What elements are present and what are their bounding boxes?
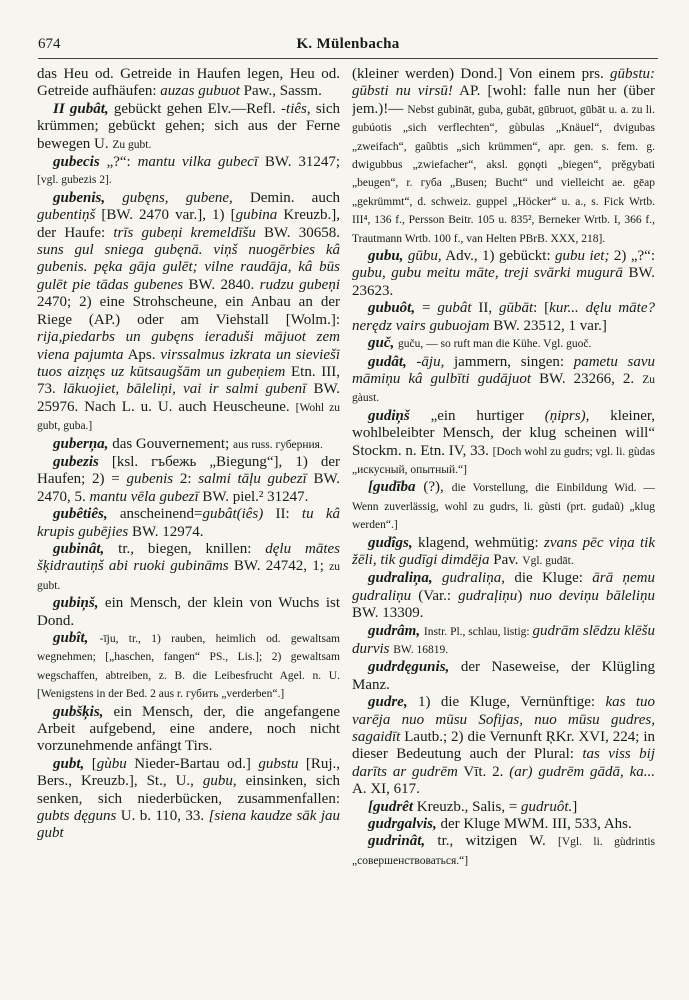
definition-text (433, 570, 442, 586)
definition-text: die Kluge: (504, 570, 593, 587)
definition-text: Paw., Sassm. (239, 83, 322, 100)
entry-text (352, 479, 655, 534)
example-text: kas tuo varēja nuo mūsu Sofijas, nuo mūsu gudres, sagaidīt (352, 694, 655, 746)
etymology-note: zu gubt. (37, 561, 340, 592)
dictionary-entry (352, 354, 655, 408)
dictionary-entry (37, 190, 340, 436)
headword: gudre, (368, 694, 408, 711)
dictionary-entry (352, 335, 655, 353)
definition-text: ] (572, 798, 578, 815)
dictionary-entry (352, 694, 655, 798)
example-text: suns gul sniega gubęnā. viņš nuogērbies kâ gubenis. pęka gāja gulēt; vilne raudāja, kâ būs gulēt pie tādas gubenes (37, 242, 340, 293)
definition-text: BW. 31247; (258, 154, 340, 171)
headword: gudiņš (368, 407, 410, 424)
headword: gudraliņa, (368, 570, 433, 587)
headword: gudrâm, (368, 622, 421, 639)
entry-text (37, 756, 340, 843)
example-text: nuo deviņu bāleliņu (529, 587, 655, 604)
etymology-note: die Vorstellung, die Einbildung Wid. — Wenn zuverlässig, wohl zu gudrs, li. gùsti (prt. gudaũ) „klug werden“.] (352, 482, 655, 532)
example-text: gubât(iês) (202, 506, 264, 523)
entry-text (352, 535, 655, 571)
dictionary-entry (352, 66, 655, 248)
definition-text: „?“: (99, 154, 138, 171)
headword: [gudība (368, 479, 416, 496)
definition-text: klagend, wehmütig: (412, 534, 545, 551)
example-text: gūbu, (407, 248, 442, 265)
entry-text (37, 541, 340, 595)
etymology-note: aus russ. губерния. (233, 438, 323, 451)
example-text: gùbu (96, 755, 127, 772)
dictionary-entry (37, 506, 340, 541)
headword: gubt, (53, 755, 85, 772)
definition-text: ) (517, 587, 530, 604)
example-text: auzas gubuot (160, 83, 240, 100)
definition-text: BW. piel.² 31247. (198, 488, 309, 505)
example-text: lākuojiet, bāleliņi, vai ir salmi gubenī (62, 381, 307, 398)
dictionary-entry (352, 535, 655, 571)
definition-text: Nieder-Bartau od.] (126, 755, 259, 772)
definition-text: Etn. III, 73. (37, 363, 340, 398)
example-text: gubât (437, 300, 472, 317)
etymology-note: Zu gàust. (352, 373, 655, 405)
example-text: (ar) gudrēm gādā, ka... (509, 763, 655, 780)
definition-text: das Gouvernement; (108, 435, 233, 452)
dictionary-entry (37, 454, 340, 506)
running-title: K. Mülenbacha (296, 36, 400, 52)
etymology-note: Vgl. gudāt. (522, 554, 574, 567)
definition-text: 2470; 2) eine Strohscheune, ein Anbau an der Riege (AP.) oder am Viehstall [Wolm.]: (37, 294, 340, 328)
definition-text: Adv., 1) gebückt: (441, 248, 556, 265)
etymology-note: [vgl. gubezis 2]. (37, 174, 112, 187)
dictionary-entry (352, 248, 655, 300)
headword: gubšķis, (53, 703, 104, 720)
definition-text: Pav. (489, 551, 523, 568)
definition-text: BW. 13309. (352, 605, 424, 622)
definition-text: anscheinend= (107, 506, 203, 523)
entry-text (352, 694, 655, 798)
etymology-note: [Vgl. li. gùdrintis „совершенствоваться.“] (352, 836, 655, 867)
definition-text: tr., biegen, knillen: (104, 540, 266, 557)
entry-text (37, 66, 340, 101)
definition-text: BW. 24742, 1; (228, 558, 330, 575)
dictionary-entry (37, 541, 340, 595)
definition-text: Demin. auch (232, 189, 340, 206)
definition-text: sich krümmen; gebückt gehen; sich aus der Ferne bewegen U. (37, 100, 340, 152)
example-text: (ņiprs), (544, 407, 590, 424)
example-text: mantu vilka gubecī (137, 154, 259, 171)
entry-text (37, 506, 340, 541)
definition-text: [ (84, 755, 97, 772)
example-text: [siena kaudze sāk jau gubt (37, 808, 340, 842)
example-text: pametu savu māmiņu kâ gulbīti gudājuot (352, 353, 655, 387)
headword: gubenis, (53, 189, 106, 206)
definition-text: BW. 23512, 1 var.] (489, 317, 607, 334)
example-text: gubentiņš (37, 207, 96, 224)
definition-text (407, 354, 417, 370)
headword: gubecis (53, 154, 100, 171)
etymology-note: Nebst gubināt, guba, gubāt, gūbruot, gūbāt u. a. zu li. gubúotis „sich verflechten“, gùbulas „Knäuel“, dvigubas „zweifach“, gaũbtis „sich krümmen“, apr. gen. s. fem. g. dwigubbus „zwiefacher“, aksl. gǫnǫti „biegen“, prěgybati „beugen“, r. губа „Busen; Bucht“ und vielleicht ae. gēap „gekrümmt“, d. schweiz. guppel „Höcker“ u. a., s. Fick Wrtb. III⁴, 136 f., Persson Beitr. 105 u. 835², Berneker Wrtb. I, 366 f., Trautmann Wrtb. 100 f., van Helten PBrB. XXX, 218]. (352, 103, 655, 245)
headword: guč, (368, 335, 395, 352)
definition-text: Vīt. 2. (457, 763, 510, 780)
example-text: gubu, (202, 773, 237, 790)
definition-text: der Kluge MWM. III, 533, Ahs. (436, 816, 632, 833)
page-header (38, 36, 658, 56)
headword: gubît, (53, 630, 89, 646)
definition-text: II, (471, 300, 499, 317)
headword: gubêtiês, (53, 506, 108, 523)
definition-text: 1) die Kluge, Vernünftige: (407, 694, 606, 711)
headword: gudîgs, (368, 534, 413, 551)
definition-text: tr., witzigen W. (425, 833, 559, 850)
headword: II gubât, (53, 100, 109, 117)
headword: [gudrêt (368, 798, 413, 815)
definition-text (105, 190, 122, 206)
headword: gudât, (368, 353, 407, 370)
definition-text: BW. 23623. (352, 265, 655, 299)
entry-text (352, 66, 655, 248)
example-text: dęlu mātes šķidrautiņš abi ruoki gubināms (37, 540, 340, 575)
definition-text: BW. 30658. (255, 224, 340, 241)
example-text: gudraļiņu (458, 587, 518, 604)
dictionary-entry (37, 595, 340, 630)
headword: gubinât, (53, 540, 105, 557)
dictionary-entry (352, 408, 655, 480)
example-text: gubu iet; (555, 248, 610, 265)
etymology-note: guču, — so ruft man die Kühe. Vgl. guoč. (398, 338, 592, 351)
headword: gubu, (368, 248, 404, 265)
definition-text: BW. 2840. (183, 276, 260, 293)
definition-text (88, 630, 99, 646)
example-text: gubęns, gubene, (122, 189, 233, 206)
entry-text (352, 248, 655, 300)
dictionary-entry (37, 66, 340, 101)
definition-text: BW. 23266, 2. (531, 370, 643, 387)
definition-text: „ein hurtiger (409, 407, 545, 424)
dictionary-entry (352, 816, 655, 833)
entry-text (352, 833, 655, 870)
dictionary-entry (352, 479, 655, 534)
headword: guberņa, (53, 435, 109, 452)
definition-text: A. XI, 617. (352, 781, 420, 798)
definition-text: das Heu od. Getreide in Haufen legen, Heu od. Getreide aufhäufen: (37, 66, 340, 100)
example-text: gudraliņa, (442, 570, 505, 587)
example-text: gubina (235, 207, 278, 224)
definition-text: BW. 25976. Nach L. u. U. auch Heuscheune. (37, 381, 340, 415)
definition-text: ein Mensch, der, die angefangene Arbeit aufgebend, eine andere, noch nicht vorzunehmende anfängt Tirs. (37, 703, 340, 755)
example-text: kur... dęlu māte? nerędz vairs gubuojam (352, 300, 655, 334)
entry-text (37, 436, 340, 454)
definition-text: jammern, singen: (444, 353, 574, 370)
definition-text: der Naseweise, der Klügling Manz. (352, 659, 655, 693)
example-text: rija,piedarbs un gubęns ieraduši mājuot zem viena pajumta (37, 329, 340, 363)
example-text: gubenis (126, 471, 174, 488)
entry-text (37, 154, 340, 190)
entry-text (352, 354, 655, 408)
entry-text (37, 454, 340, 506)
entry-text (352, 816, 655, 833)
example-text: gudruôt. (521, 798, 573, 815)
definition-text: U. b. 110, 33. (116, 808, 209, 825)
example-text: -tiês, (281, 100, 311, 117)
entry-text (352, 408, 655, 480)
example-text: trīs gubeņi kremeldīšu (113, 224, 256, 241)
definition-text: kleiner, wohlbeleibter Mensch, der klug scheinen will“ Stockm. n. Etn. IV, 33. (352, 407, 655, 459)
etymology-note: [Wohl zu gubt, guba.] (37, 401, 340, 433)
definition-text: Kreuzb., Salis, = (413, 798, 522, 815)
dictionary-entry (37, 154, 340, 190)
example-text: mantu vēla gubezī (89, 488, 199, 505)
headword: gubiņš, (53, 595, 99, 612)
definition-text: gebückt gehen Elv.—Refl. (108, 100, 282, 117)
headword: gubuôt, (368, 300, 416, 317)
example-text: gubts dęguns (37, 808, 117, 825)
dictionary-entry (37, 436, 340, 454)
etymology-note: [Doch wohl zu gudrs; vgl. li. gùdas „искусный, опытный.“] (352, 445, 655, 476)
entry-text (352, 570, 655, 622)
dictionary-entry (352, 833, 655, 870)
dictionary-entry (37, 630, 340, 704)
definition-text: 2: (173, 471, 199, 488)
definition-text: Aps. (123, 346, 161, 363)
definition-text: (Var.: (411, 587, 459, 604)
definition-text: einsinken, sich senken, sich niederbücken, zusammenfallen: (37, 773, 340, 807)
entry-text (352, 300, 655, 335)
left-column (37, 66, 340, 986)
example-text: rudzu gubeņi (259, 276, 340, 293)
entry-text (37, 704, 340, 756)
definition-text: BW. 2470, 5. (37, 471, 340, 505)
example-text: gubstu (258, 755, 299, 772)
entry-text (37, 595, 340, 630)
headword: gudrdęgunis, (368, 659, 450, 676)
entry-text (352, 799, 655, 816)
entry-text (37, 630, 340, 704)
example-text: gūbāt (498, 300, 534, 317)
dictionary-entry (352, 300, 655, 335)
example-text: gubu, gubu meitu māte, treji svārki mugurā (352, 265, 623, 282)
dictionary-entry (352, 659, 655, 694)
entry-text (352, 335, 655, 353)
definition-text: ein Mensch, der klein von Wuchs ist Dond. (37, 595, 340, 629)
headword: gubezis (53, 453, 99, 470)
page-number: 674 (38, 36, 61, 52)
example-text: gūbstu: gūbsti nu virsū! (352, 66, 655, 100)
dictionary-entry (37, 756, 340, 843)
headword: gudrgalvis, (368, 816, 437, 833)
definition-text: [ksl. гъбежь „Biegung“], 1) der Haufen; 2) = (37, 453, 340, 488)
etymology-note: -īju, tr., 1) rauben, heimlich od. gewaltsam wegnehmen; [„haschen, fangen“ PS., Lis.]; 2) gewaltsam wegschaffen, abtreiben, z. B. die Leibesfrucht Agel. n. U. [Wenigstens in der Bed. 2 aus r. губить „verderben“.] (37, 633, 340, 701)
definition-text: (?), (415, 479, 452, 496)
header-rule (38, 58, 658, 59)
dictionary-entry (352, 570, 655, 622)
headword: gudrinât, (368, 833, 426, 850)
definition-text: 2) „?“: (609, 248, 655, 265)
definition-text: : [ (533, 300, 550, 317)
definition-text: = (415, 300, 438, 317)
entry-text (352, 623, 655, 660)
dictionary-entry (37, 704, 340, 756)
entry-text (352, 659, 655, 694)
dictionary-entry (37, 101, 340, 154)
entry-text (37, 101, 340, 154)
definition-text: Kreuzb.], der Haufe: (37, 207, 340, 241)
example-text: tas viss bij darīts ar gudrēm (352, 746, 655, 780)
definition-text: (kleiner werden) Dond.] Von einem prs. (352, 66, 610, 82)
definition-text: II: (263, 506, 302, 523)
dictionary-entry (352, 623, 655, 660)
example-text: salmi tāļu gubezī (198, 471, 307, 488)
definition-text: [BW. 2470 var.], 1) [ (95, 207, 236, 224)
example-text: ārā ņemu gudraliņu (352, 570, 655, 604)
example-text: tu kâ krupis gubējies (37, 506, 340, 540)
definition-text: Lautb.; 2) die Vernunft ŖKr. XVI, 224; in dieser Bedeutung auch der Plural: (352, 729, 655, 763)
definition-text: [Ruj., Bers., Kreuzb.], St., U., (37, 755, 340, 790)
example-text: zvans pēc viņa tik žēli, tik gudīgi dimdēja (352, 534, 655, 568)
definition-text: AP. [wohl: falle nun her (über jem.)!— (352, 83, 655, 117)
example-text: -āju, (416, 353, 445, 370)
right-column (352, 66, 655, 986)
example-text: virssalmus izkrata un sieviešī tuos aizņęs uz kūtsaugšām un gubeņiem (37, 346, 340, 380)
entry-text (37, 190, 340, 436)
etymology-note: Instr. Pl., schlau, listig: (423, 625, 533, 638)
example-text: gudrām slēdzu klēšu durvis (352, 622, 655, 657)
definition-text: BW. 12974. (128, 523, 204, 540)
dictionary-entry (352, 799, 655, 816)
etymology-note: Zu gubt. (112, 138, 152, 151)
etymology-note: BW. 16819. (393, 644, 449, 656)
